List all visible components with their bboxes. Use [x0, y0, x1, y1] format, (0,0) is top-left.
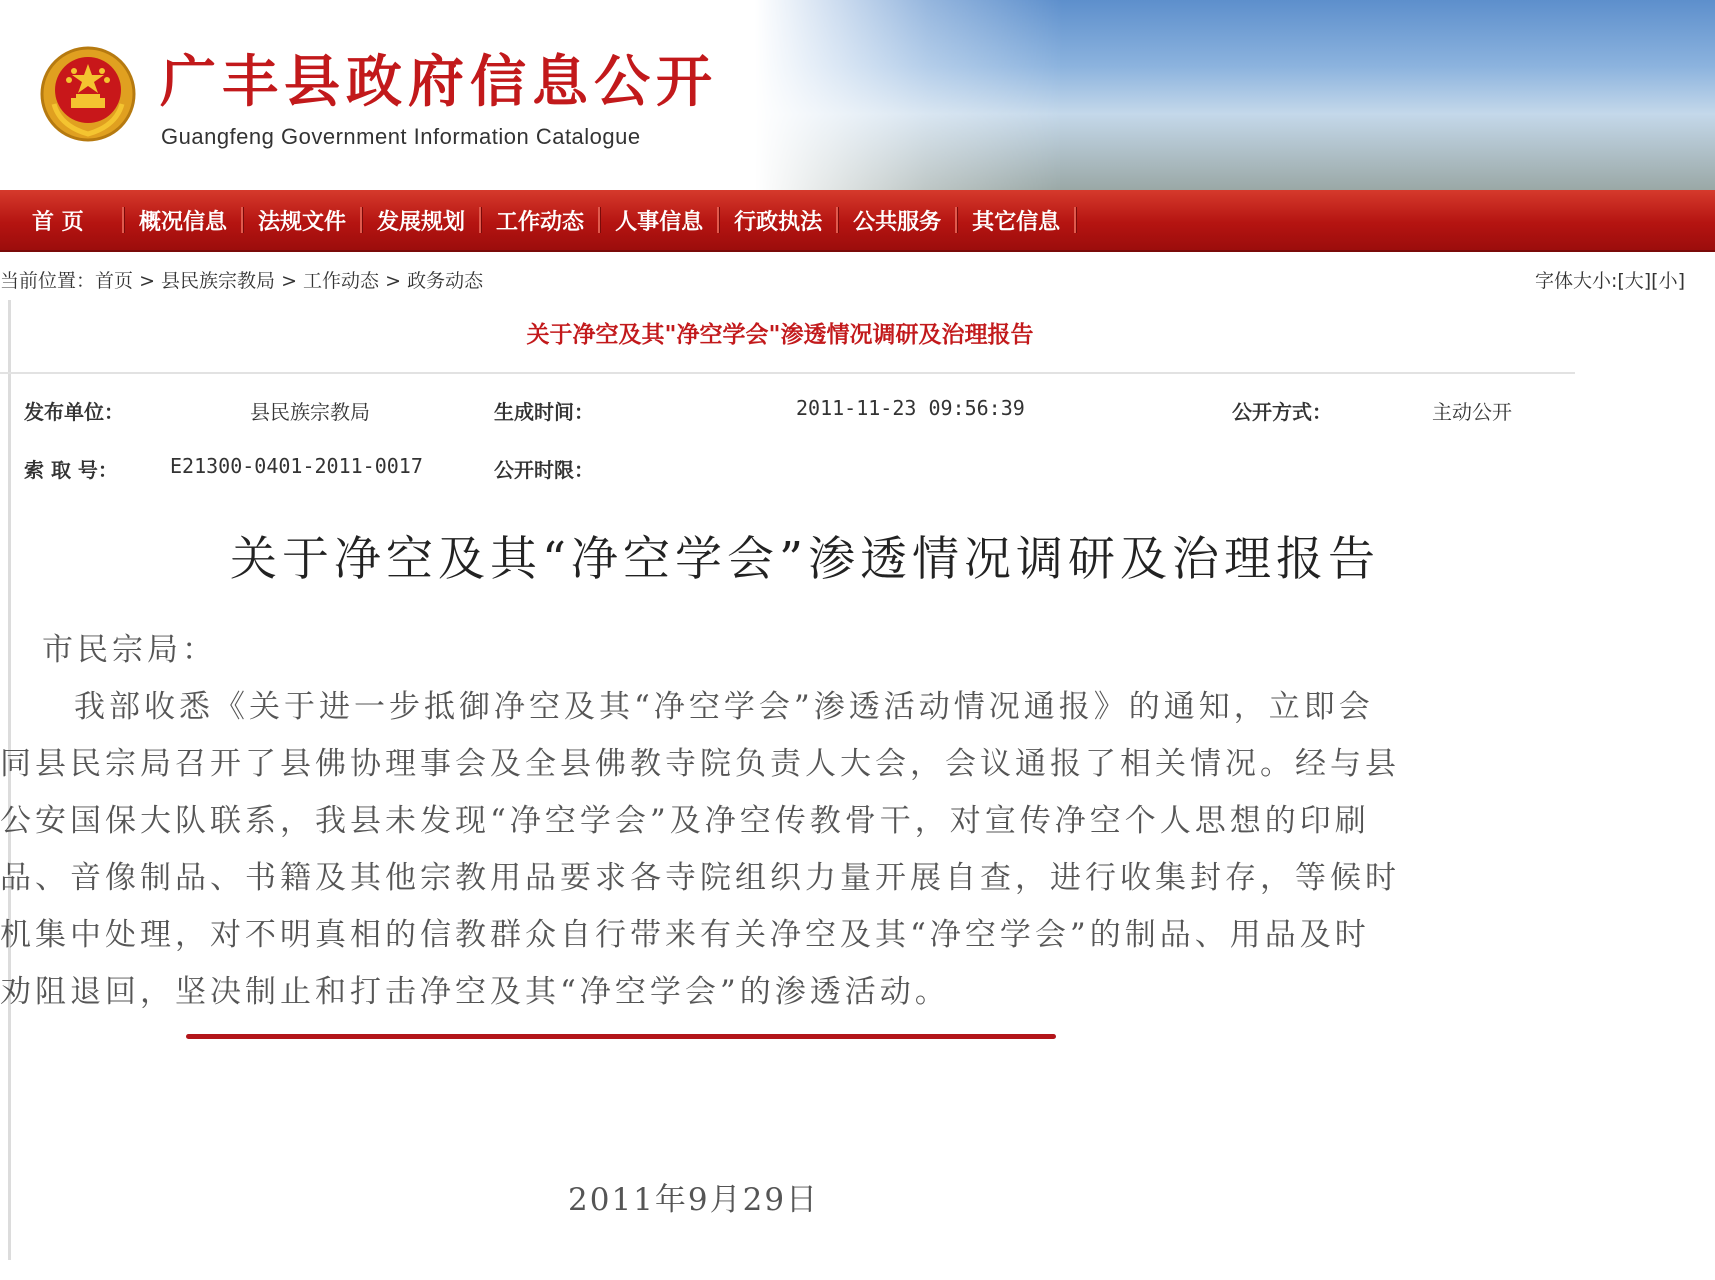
site-header	[0, 0, 1715, 190]
document-title: 关于净空及其“净空学会”渗透情况调研及治理报告	[229, 532, 1381, 587]
national-emblem-icon	[38, 44, 138, 144]
breadcrumb-separator: >	[275, 270, 304, 292]
font-size-large-button[interactable]: [大]	[1617, 270, 1652, 292]
nav-link[interactable]: 概况信息	[139, 209, 228, 235]
nav-link[interactable]: 人事信息	[615, 209, 704, 235]
nav-item-home[interactable]	[14, 190, 122, 250]
nav-item-planning[interactable]	[363, 190, 479, 250]
document-line: 公安国保大队联系，我县未发现“净空学会”及净空传教骨干，对宣传净空个人思想的印刷	[0, 803, 1370, 839]
site-subtitle: Guangfeng Government Information Catalogue	[161, 124, 641, 149]
nav-link[interactable]: 其它信息	[972, 209, 1061, 235]
generated-time-label: 生成时间：	[494, 400, 594, 424]
nav-item-work-news[interactable]	[482, 190, 598, 250]
breadcrumb-link-work-news[interactable]: 工作动态	[303, 270, 380, 292]
nav-link[interactable]: 行政执法	[734, 209, 823, 235]
breadcrumb-separator: >	[379, 270, 408, 292]
font-size-small-button[interactable]: [小]	[1651, 270, 1685, 292]
document-line: 劝阻退回，坚决制止和打击净空及其“净空学会”的渗透活动。	[0, 974, 950, 1010]
font-size-control	[1535, 266, 1685, 293]
document-body	[0, 622, 1575, 1021]
nav-item-public-service[interactable]	[839, 190, 955, 250]
nav-link[interactable]: 首 页	[32, 209, 84, 235]
nav-item-law-enforcement[interactable]	[720, 190, 836, 250]
disclosure-method-label: 公开方式：	[1232, 400, 1332, 424]
document-line: 我部收悉《关于进一步抵御净空及其“净空学会”渗透活动情况通报》的通知，立即会	[74, 689, 1374, 725]
site-title: 广丰县政府信息公开	[160, 49, 718, 115]
index-number-label: 索 取 号：	[24, 458, 118, 482]
header-scenery-image	[755, 0, 1715, 190]
nav-item-other-info[interactable]	[958, 190, 1074, 250]
document-line: 品、音像制品、书籍及其他宗教用品要求各寺院组织力量开展自查，进行收集封存，等候时	[0, 860, 1400, 896]
nav-link[interactable]: 法规文件	[258, 209, 347, 235]
generated-time-value: 2011-11-23 09:56:39	[796, 396, 1025, 420]
nav-item-personnel[interactable]	[601, 190, 717, 250]
metadata-row-1	[0, 388, 1575, 428]
breadcrumb	[0, 266, 483, 293]
nav-item-regulations[interactable]	[244, 190, 360, 250]
nav-link[interactable]: 发展规划	[377, 209, 466, 235]
breadcrumb-prefix: 当前位置：	[0, 270, 96, 292]
nav-link[interactable]: 公共服务	[853, 209, 942, 235]
document-line: 机集中处理，对不明真相的信教群众自行带来有关净空及其“净空学会”的制品、用品及时	[0, 917, 1370, 953]
font-size-label: 字体大小:	[1534, 270, 1618, 292]
metadata-row-2	[0, 446, 1575, 486]
publisher-value: 县民族宗教局	[250, 400, 370, 424]
nav-separator	[1074, 207, 1077, 233]
disclosure-method-value: 主动公开	[1432, 400, 1512, 424]
breadcrumb-link-department[interactable]: 县民族宗教局	[161, 270, 276, 292]
article-header-title: 关于净空及其"净空学会"渗透情况调研及治理报告	[526, 322, 1034, 348]
disclosure-period-label: 公开时限：	[494, 458, 594, 482]
breadcrumb-separator: >	[133, 270, 162, 292]
index-number-value: E21300-0401-2011-0017	[170, 454, 423, 478]
document-salutation: 市民宗局：	[42, 632, 217, 668]
main-nav	[0, 190, 1715, 252]
nav-list	[0, 190, 1077, 250]
breadcrumb-link-home[interactable]: 首页	[95, 270, 134, 292]
document-date: 2011年9月29日	[568, 1182, 820, 1218]
emphasis-underline	[186, 1034, 1056, 1039]
document-line: 同县民宗局召开了县佛协理事会及全县佛教寺院负责人大会，会议通报了相关情况。经与县	[0, 746, 1400, 782]
breadcrumb-link-affairs-news[interactable]: 政务动态	[407, 270, 484, 292]
publisher-label: 发布单位：	[24, 400, 124, 424]
nav-item-overview[interactable]	[125, 190, 241, 250]
title-divider	[0, 372, 1575, 374]
nav-link[interactable]: 工作动态	[496, 209, 585, 235]
